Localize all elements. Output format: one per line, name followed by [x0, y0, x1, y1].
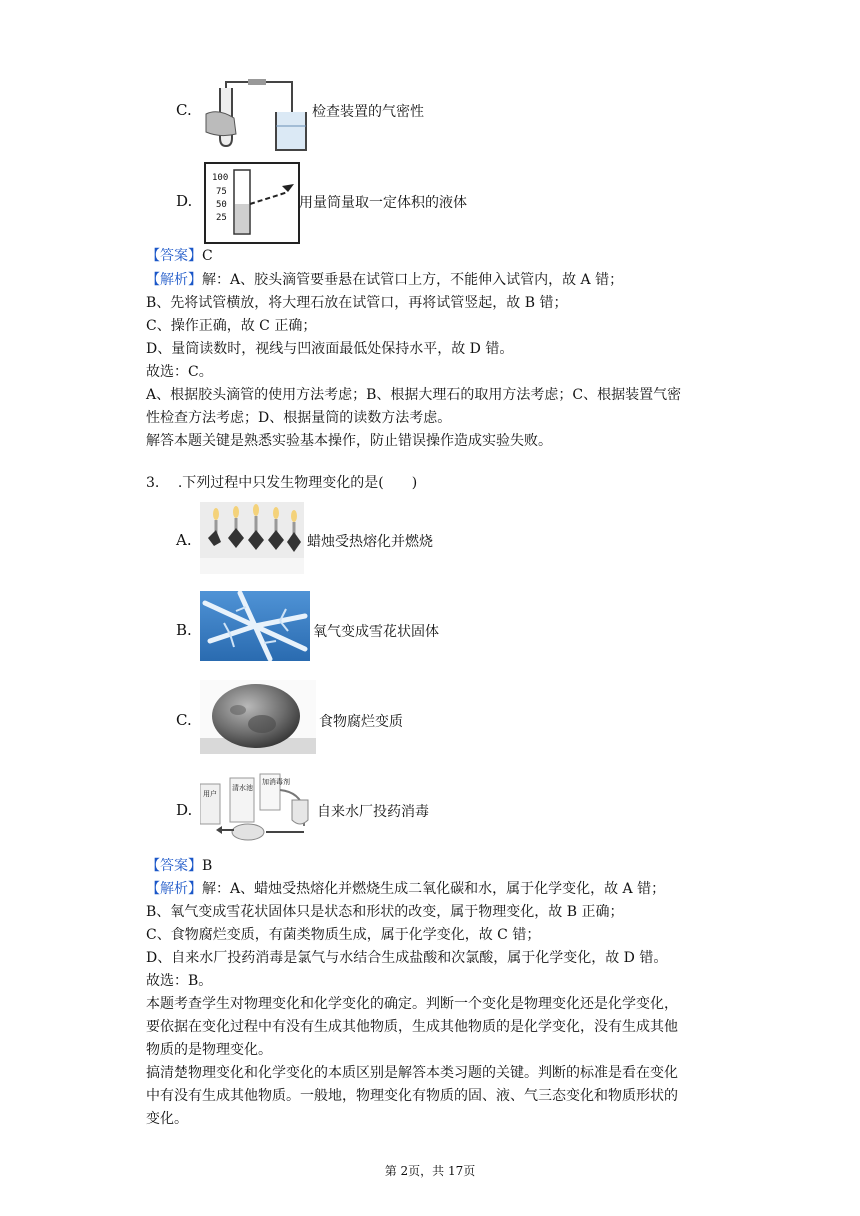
- option-text: 检查装置的气密性: [312, 104, 424, 120]
- scale-label: 25: [216, 213, 227, 223]
- candles-photo-icon: [200, 502, 304, 574]
- analysis-line: 中有没有生成其他物质。一般地，物理变化有物质的固、液、气三态变化和物质形状的: [146, 1088, 678, 1104]
- snowflake-photo-icon: [200, 591, 310, 661]
- option-letter: C.: [176, 711, 192, 729]
- answer-line: [146, 246, 213, 266]
- question-stem: [146, 473, 417, 493]
- analysis-tag: 【解析】: [146, 272, 202, 288]
- question-text: .下列过程中只发生物理变化的是( ): [177, 475, 418, 491]
- water-plant-diagram-icon: [200, 770, 314, 846]
- analysis-line: C、食物腐烂变质，有菌类物质生成，属于化学变化，故 C 错；: [146, 927, 541, 943]
- analysis-line: A、根据胶头滴管的使用方法考虑；B、根据大理石的取用方法考虑；C、根据装置气密: [146, 387, 682, 403]
- analysis-line: 本题考查学生对物理变化和化学变化的确定。判断一个变化是物理变化还是化学变化，: [146, 996, 678, 1012]
- analysis-line: C、操作正确，故 C 正确；: [146, 318, 317, 334]
- answer-tag: 【答案】: [146, 248, 202, 264]
- analysis-line: B、氧气变成雪花状固体只是状态和形状的改变，属于物理变化，故 B 正确；: [146, 904, 624, 920]
- answer-tag: 【答案】: [146, 858, 202, 874]
- rotten-food-photo-icon: [200, 680, 316, 754]
- diagram-label: 用户: [203, 790, 217, 798]
- diagram-label: 加消毒剂: [262, 778, 290, 786]
- page-footer: 第 2页，共 17页: [384, 1164, 476, 1178]
- option-letter: A.: [176, 531, 192, 549]
- graduated-cylinder-icon: [204, 162, 300, 244]
- option-letter: D.: [176, 192, 193, 210]
- question-number: 3.: [146, 475, 160, 491]
- scale-label: 50: [216, 200, 227, 210]
- analysis-line: D、自来水厂投药消毒是氯气与水结合生成盐酸和次氯酸，属于化学变化，故 D 错。: [146, 950, 668, 966]
- analysis-tag: 【解析】: [146, 881, 202, 897]
- analysis-line: 性检查方法考虑；D、根据量筒的读数方法考虑。: [146, 410, 452, 426]
- analysis-line: 故选：C。: [146, 364, 213, 380]
- option-text: 食物腐烂变质: [319, 714, 403, 730]
- scale-label: 75: [216, 187, 227, 197]
- answer-line: [146, 856, 212, 876]
- airtightness-apparatus-icon: [200, 78, 310, 154]
- analysis-line: B、先将试管横放，将大理石放在试管口，再将试管竖起，故 B 错；: [146, 295, 568, 311]
- answer-value: B: [202, 858, 213, 874]
- option-letter: C.: [176, 101, 192, 119]
- diagram-label: 清水池: [232, 784, 253, 792]
- analysis-line: 搞清楚物理变化和化学变化的本质区别是解答本类习题的关键。判断的标准是看在变化: [146, 1065, 678, 1081]
- analysis-line: 变化。: [146, 1111, 188, 1127]
- option-letter: B.: [176, 621, 192, 639]
- scale-label: 100: [212, 173, 229, 183]
- option-text: 蜡烛受热熔化并燃烧: [307, 534, 433, 550]
- analysis-line: 物质的是物理变化。: [146, 1042, 272, 1058]
- option-text: 氧气变成雪花状固体: [313, 624, 439, 640]
- option-letter: D.: [176, 801, 193, 819]
- analysis-line: D、量筒读数时，视线与凹液面最低处保持水平，故 D 错。: [146, 341, 514, 357]
- option-text: 用量筒量取一定体积的液体: [299, 195, 467, 211]
- answer-value: C: [202, 248, 213, 264]
- analysis-line: [146, 270, 623, 290]
- analysis-text: 解：A、蜡烛受热熔化并燃烧生成二氧化碳和水，属于化学变化，故 A 错；: [202, 881, 666, 897]
- analysis-line: 要依据在变化过程中有没有生成其他物质，生成其他物质的是化学变化，没有生成其他: [146, 1019, 678, 1035]
- analysis-line: 解答本题关键是熟悉实验基本操作，防止错误操作造成实验失败。: [146, 433, 552, 449]
- analysis-line: 故选：B。: [146, 973, 213, 989]
- analysis-line: [146, 879, 665, 899]
- option-text: 自来水厂投药消毒: [317, 804, 429, 820]
- analysis-text: 解：A、胶头滴管要垂悬在试管口上方，不能伸入试管内，故 A 错；: [202, 272, 624, 288]
